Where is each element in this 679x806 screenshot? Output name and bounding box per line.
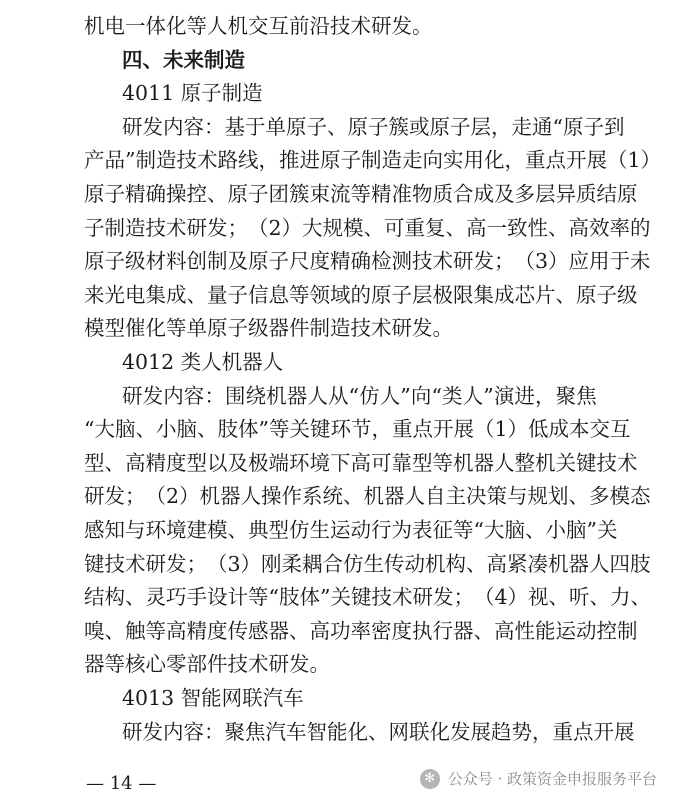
text-line: 嗅 、 触 等 高 精 度 传 感 器 、 高 功 率 密 度 执 行 器 、 高 性 能 运 动 控 制 [84,618,638,643]
text-line: 研 发 内 容 ： 围 绕 机 器 人 从 “ 仿 人 ” 向 “ 类 人 ” 演 进 ， 聚 焦 [122,383,597,408]
text-line: 原 子 级 材 料 创 制 及 原 子 尺 度 精 确 检 测 技 术 研 发 ； （ 3 ） 应 用 于 未 [84,249,651,274]
text-line: 机电一体化等人机交互前沿技术研发。 [84,14,433,38]
text-line: 器等核心零部件技术研发。 [84,652,330,677]
text-line: 研 发 ； （ 2 ） 机 器 人 操 作 系 统 、 机 器 人 自 主 决 策 与 规 划 、 多 模 态 [84,484,651,509]
text-line: 感 知 与 环 境 建 模 、 典 型 仿 生 运 动 行 为 表 征 等 “ 大 脑 、 小 脑 ” 关 [84,518,618,542]
text-line: 型 、 高 精 度 型 以 及 极 端 环 境 下 高 可 靠 型 等 机 器 人 整 机 关 键 技 术 [84,450,638,475]
text-line: 产 品 ” 制 造 技 术 路 线 ， 推 进 原 子 制 造 走 向 实 用 化 ， 重 点 开 展 （ 1 ） [84,148,662,173]
text-line: 来 光 电 集 成 、 量 子 信 息 等 领 域 的 原 子 层 极 限 集 成 芯 片 、 原 子 级 [84,282,638,307]
text-line: 键 技 术 研 发 ； （ 3 ） 刚 柔 耦 合 仿 生 传 动 机 构 、 高 紧 凑 机 器 人 四 肢 [84,551,651,576]
page-number: — 14 — [86,773,157,794]
text-line: 子 制 造 技 术 研 发 ； （ 2 ） 大 规 模 、 可 重 复 、 高 一 致 性 、 高 效 率 的 [84,215,651,240]
text-line: 结 构 、 灵 巧 手 设 计 等 “ 肢 体 ” 关 键 技 术 研 发 ； （ 4 ） 视 、 听 、 力 、 [84,585,652,610]
text-line: 模型催化等单原子级器件制造技术研发。 [84,316,453,341]
text-line: 研 发 内 容 ： 聚 焦 汽 车 智 能 化 、 网 联 化 发 展 趋 势 ， 重 点 开 展 [122,719,635,744]
text-line: 4013 智能网联汽车 [122,686,304,710]
watermark [420,768,657,789]
watermark-text: 公众号 · 政策资金申报服务平台 [447,770,657,788]
section-heading: 四、未来制造 [122,47,245,72]
wechat-icon: ✻ [420,769,440,789]
text-line: 研 发 内 容 ： 基 于 单 原 子 、 原 子 簇 或 原 子 层 ， 走 通 “ 原 子 到 [122,114,625,139]
text-line: 4011 原子制造 [122,81,263,106]
text-line: “ 大 脑 、 小 脑 、 肢 体 ” 等 关 键 环 节 ， 重 点 开 展 （ 1 ） 低 成 本 交 互 [84,417,631,442]
text-line: 4012 类人机器人 [122,350,284,374]
text-line: 原 子 精 确 操 控 、 原 子 团 簇 束 流 等 精 准 物 质 合 成 及 多 层 异 质 结 原 [84,182,638,206]
